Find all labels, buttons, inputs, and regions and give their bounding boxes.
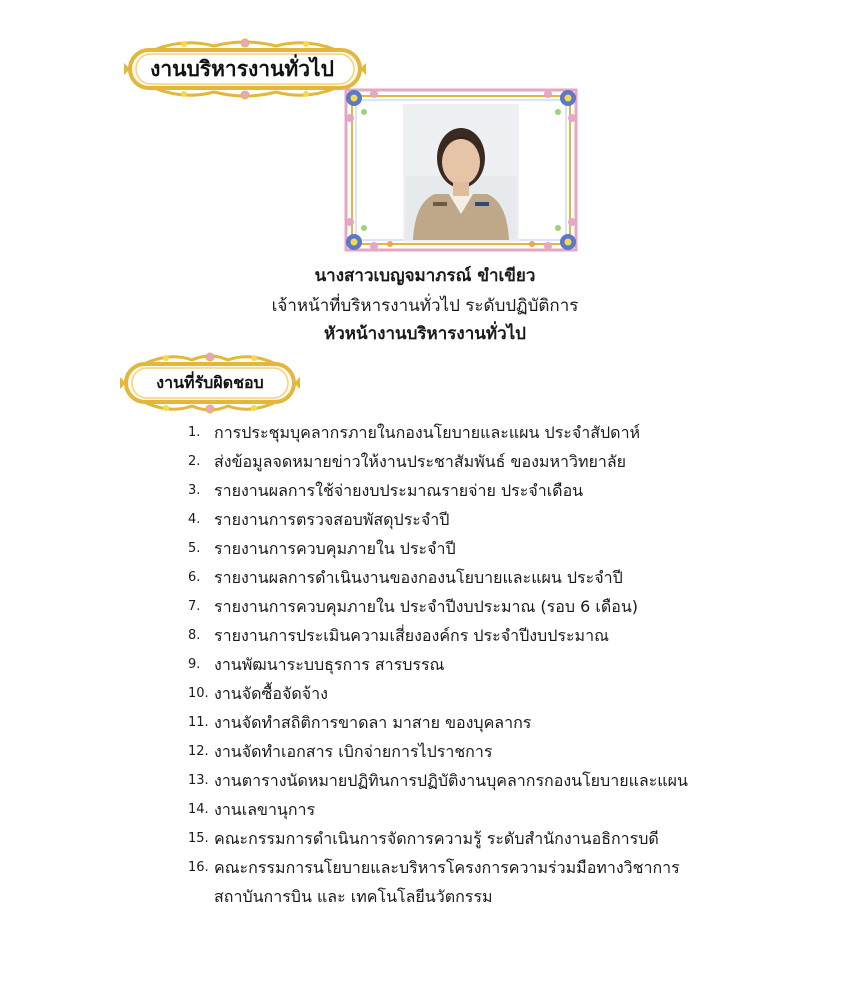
item-text: งานจัดทำเอกสาร เบิกจ่ายการไปราชการ [214,742,493,761]
item-text-continued: สถาบันการบิน และ เทคโนโลยีนวัตกรรม [214,887,493,906]
item-number: 11. [188,715,209,730]
item-number: 2. [188,454,201,469]
item-text: รายงานการควบคุมภายใน ประจำปีงบประมาณ (รอบ 6 เดือน) [214,597,639,616]
portrait-photo [403,104,519,242]
item-number: 7. [188,599,201,614]
item-number: 16. [188,860,209,875]
item-number: 14. [188,802,209,817]
item-number: 13. [188,773,209,788]
item-number: 8. [188,628,201,643]
page-title: งานบริหารงานทั่วไป [150,56,334,81]
item-text: งานพัฒนาระบบธุรการ สารบรรณ [214,655,445,674]
person-role: หัวหน้างานบริหารงานทั่วไป [324,324,526,344]
item-number: 3. [188,483,201,498]
item-text: ส่งข้อมูลจดหมายข่าวให้งานประชาสัมพันธ์ ของมหาวิทยาลัย [214,452,627,471]
item-text: รายงานการควบคุมภายใน ประจำปี [214,539,456,558]
item-text: รายงานผลการดำเนินงานของกองนโยบายและแผน ประจำปี [214,568,623,587]
item-number: 12. [188,744,209,759]
item-text: งานเลขานุการ [214,800,316,819]
item-text: งานตารางนัดหมายปฏิทินการปฏิบัติงานบุคลากรกองนโยบายและแผน [214,771,688,790]
duties-banner [120,352,300,414]
section-banner [124,38,366,100]
item-number: 15. [188,831,209,846]
person-name: นางสาวเบญจมาภรณ์ ขำเขียว [314,266,536,286]
item-number: 4. [188,512,201,527]
item-text: คณะกรรมการดำเนินการจัดการความรู้ ระดับสำนักงานอธิการบดี [214,829,659,848]
item-text: งานจัดทำสถิติการขาดลา มาสาย ของบุคลากร [214,713,532,732]
item-number: 9. [188,657,201,672]
item-number: 6. [188,570,201,585]
item-text: งานจัดซื้อจัดจ้าง [214,684,328,703]
item-number: 10. [188,686,209,701]
item-text: รายงานการตรวจสอบพัสดุประจำปี [214,510,450,529]
person-position: เจ้าหน้าที่บริหารงานทั่วไป ระดับปฏิบัติการ [271,296,579,316]
item-number: 1. [188,425,201,440]
item-text: การประชุมบุคลากรภายในกองนโยบายและแผน ประจำสัปดาห์ [214,423,641,442]
duties-heading: งานที่รับผิดชอบ [156,372,264,392]
item-number: 5. [188,541,201,556]
item-text: รายงานผลการใช้จ่ายงบประมาณรายจ่าย ประจำเดือน [214,481,584,500]
photo-frame [340,84,582,256]
item-text: คณะกรรมการนโยบายและบริหารโครงการความร่วมมือทางวิชาการ [214,858,680,877]
item-text: รายงานการประเมินความเสี่ยงองค์กร ประจำปีงบประมาณ [214,626,609,645]
